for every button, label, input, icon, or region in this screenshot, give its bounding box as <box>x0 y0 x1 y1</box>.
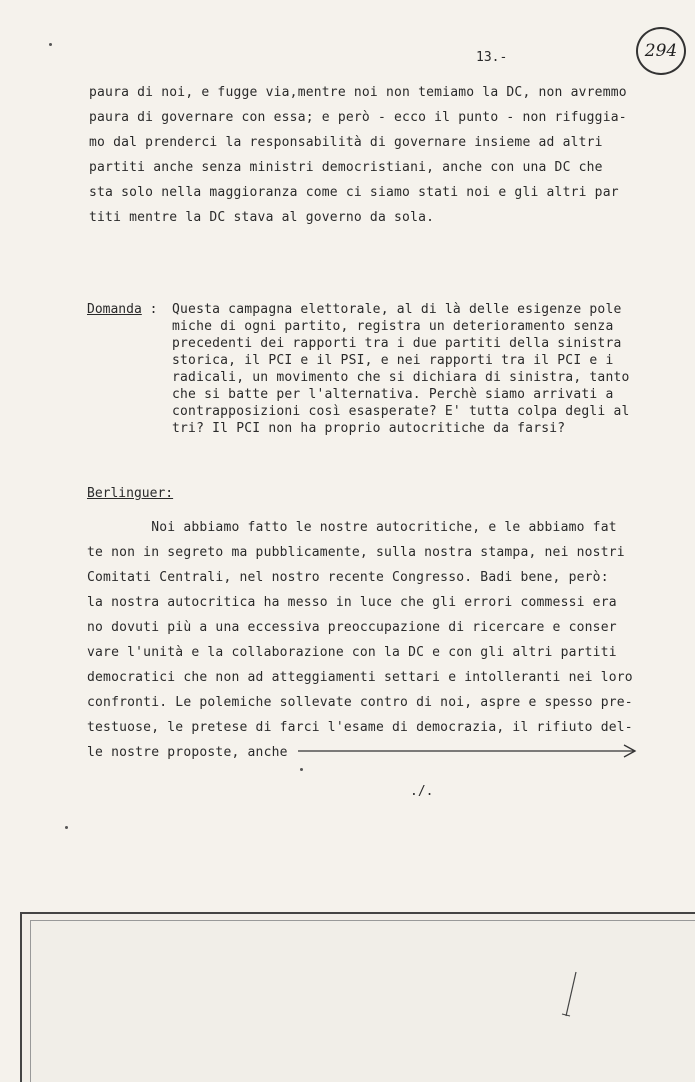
answer-line: te non in segreto ma pubblicamente, sulla nostra stampa, nei nostri <box>87 545 625 560</box>
question-line: storica, il PCI e il PSI, e nei rapporti tra il PCI e i <box>172 353 614 368</box>
paragraph-line: paura di noi, e fugge via,mentre noi non temiamo la DC, non avremmo <box>89 85 627 100</box>
question-line: tri? Il PCI non ha proprio autocritiche da farsi? <box>172 421 566 436</box>
paragraph-line: partiti anche senza ministri democristiani, anche con una DC che <box>89 160 603 175</box>
continuation-arrow-icon <box>298 743 638 759</box>
answer-line: testuose, le pretese di farci l'esame di democrazia, il rifiuto del- <box>87 720 633 735</box>
speck <box>300 768 303 771</box>
paragraph-line: sta solo nella maggioranza come ci siamo stati noi e gli altri par <box>89 185 619 200</box>
page-number: 13.- <box>476 50 508 65</box>
answer-line: democratici che non ad atteggiamenti settari e intolleranti nei loro <box>87 670 633 685</box>
answer-line: confronti. Le polemiche sollevate contro di noi, aspre e spesso pre- <box>87 695 633 710</box>
answer-line: la nostra autocritica ha messo in luce che gli errori commessi era <box>87 595 617 610</box>
continuation-mark: ./. <box>410 784 434 799</box>
question-line: contrapposizioni così esasperate? E' tutta colpa degli al <box>172 404 630 419</box>
answer-line: Comitati Centrali, nel nostro recente Congresso. Badi bene, però: <box>87 570 609 585</box>
question-line: che si batte per l'alternativa. Perchè siamo arrivati a <box>172 387 614 402</box>
question-line: Questa campagna elettorale, al di là delle esigenze pole <box>172 302 622 317</box>
archive-stamp: 294 <box>636 27 686 75</box>
answer-line: le nostre proposte, anche <box>87 745 288 760</box>
question-line: precedenti dei rapporti tra i due partiti della sinistra <box>172 336 622 351</box>
answer-line: no dovuti più a una eccessiva preoccupazione di ricercare e conser <box>87 620 617 635</box>
pen-mark-icon <box>560 970 580 1020</box>
answer-line: Noi abbiamo fatto le nostre autocritiche, e le abbiamo fat <box>87 520 617 535</box>
paragraph-line: mo dal prenderci la responsabilità di governare insieme ad altri <box>89 135 603 150</box>
bottom-frame <box>20 912 695 1082</box>
question-label: Domanda : <box>87 302 158 317</box>
answer-label: Berlinguer: <box>87 486 174 501</box>
speck <box>65 826 68 829</box>
paragraph-line: titi mentre la DC stava al governo da sola. <box>89 210 435 225</box>
speck <box>49 43 52 46</box>
question-line: radicali, un movimento che si dichiara di sinistra, tanto <box>172 370 630 385</box>
bottom-frame-inner <box>30 920 695 1082</box>
answer-line: vare l'unità e la collaborazione con la DC e con gli altri partiti <box>87 645 617 660</box>
question-line: miche di ogni partito, registra un deterioramento senza <box>172 319 614 334</box>
paragraph-line: paura di governare con essa; e però - ecco il punto - non rifuggia- <box>89 110 627 125</box>
